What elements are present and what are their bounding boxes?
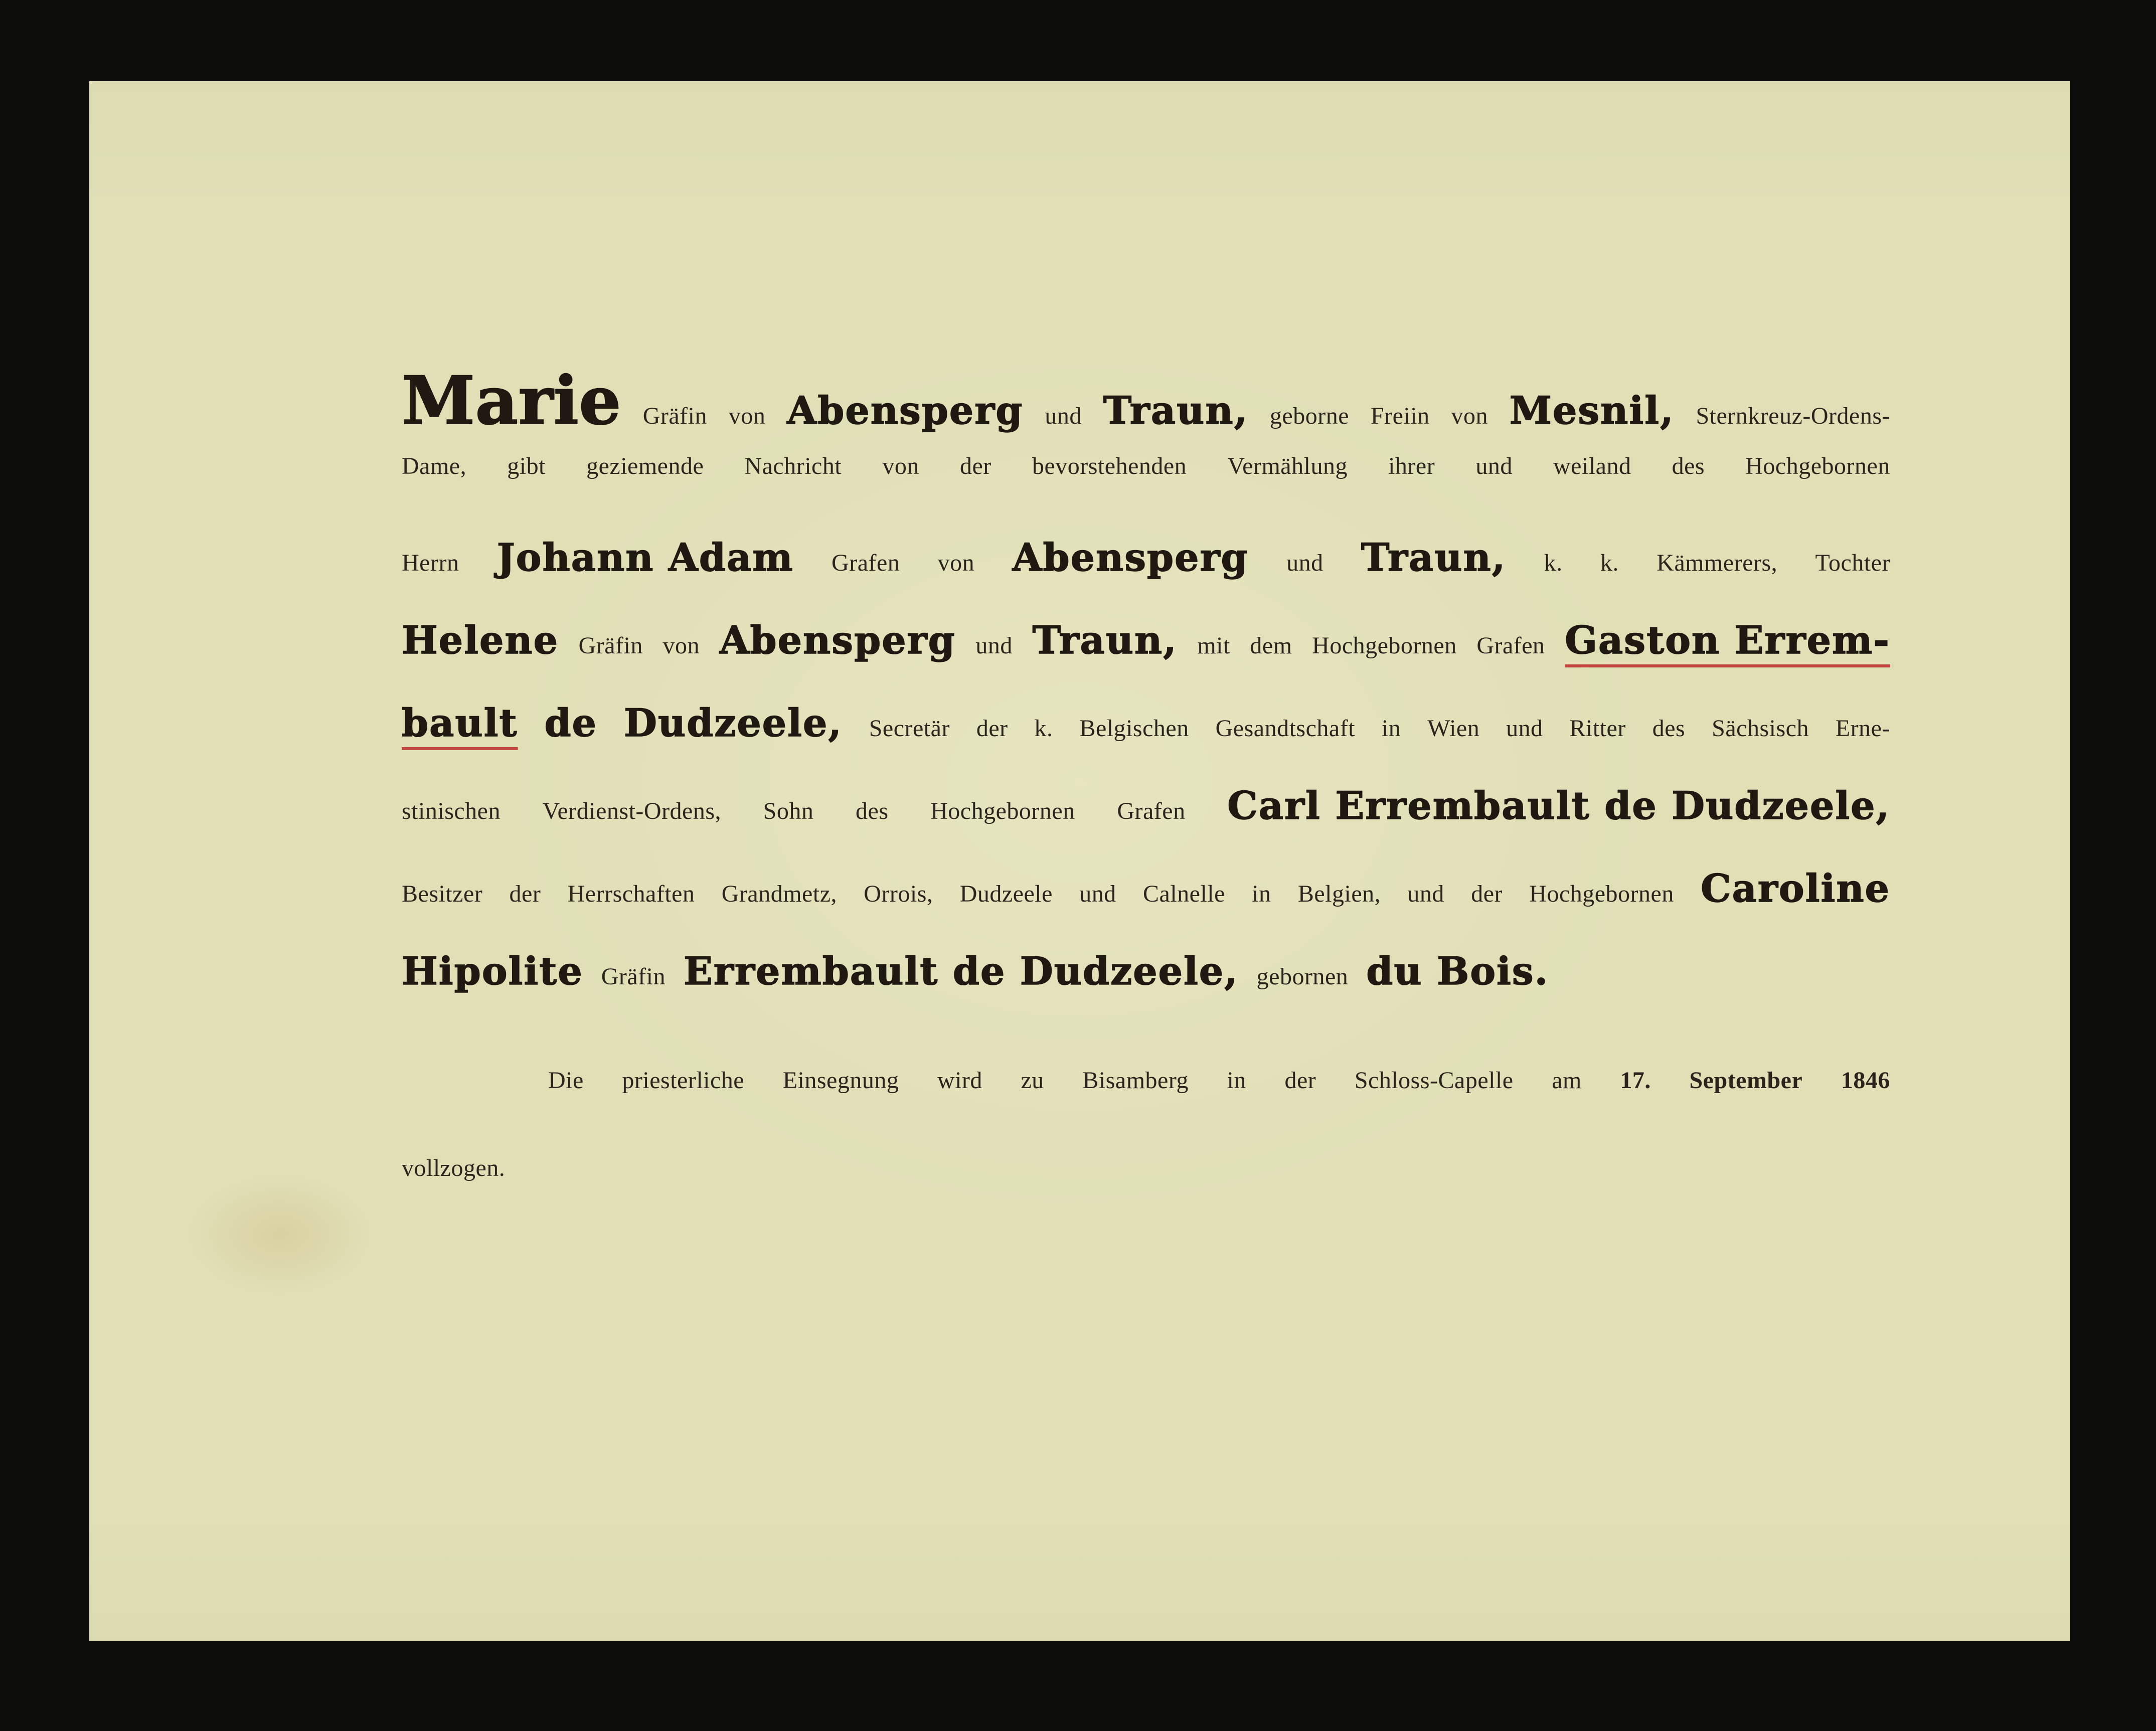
word: des bbox=[1672, 453, 1705, 479]
word: und bbox=[1475, 453, 1513, 479]
word: wird bbox=[937, 1067, 982, 1094]
word: Grandmetz, bbox=[721, 881, 837, 907]
word: k. bbox=[1034, 715, 1053, 742]
name-johann-adam: Johann Adam bbox=[496, 535, 794, 580]
word: 17. bbox=[1620, 1067, 1651, 1094]
word: bevorstehenden bbox=[1032, 453, 1187, 479]
word: Herrschaften bbox=[567, 881, 695, 907]
word: Grafen bbox=[832, 550, 900, 576]
word: Dame, bbox=[402, 453, 467, 479]
word-marie: Marie bbox=[402, 362, 621, 440]
name-dudzeele: Dudzeele, bbox=[623, 701, 843, 745]
word: gebornen bbox=[1256, 963, 1349, 990]
word: Wien bbox=[1427, 715, 1480, 742]
word: Einsegnung bbox=[782, 1067, 899, 1094]
word: in bbox=[1252, 881, 1271, 907]
word: Verdienst-Ordens, bbox=[542, 798, 722, 824]
word: geborne bbox=[1269, 403, 1350, 429]
word: dem bbox=[1250, 632, 1292, 659]
word: Bisamberg bbox=[1082, 1067, 1189, 1094]
word: der bbox=[960, 453, 991, 479]
word: von bbox=[1451, 403, 1488, 429]
word: in bbox=[1381, 715, 1401, 742]
word: Erne- bbox=[1835, 715, 1890, 742]
word: von bbox=[937, 550, 975, 576]
word: von bbox=[662, 632, 700, 659]
word: zu bbox=[1021, 1067, 1044, 1094]
word: geziemende bbox=[586, 453, 704, 479]
word: Sächsisch bbox=[1712, 715, 1809, 742]
word: Hochgebornen bbox=[1529, 881, 1674, 907]
word: in bbox=[1227, 1067, 1246, 1094]
name-traun: Traun, bbox=[1361, 535, 1507, 580]
word: Gräfin bbox=[642, 403, 707, 429]
name-bault: bault bbox=[402, 701, 518, 745]
word: und bbox=[975, 632, 1013, 659]
word: stinischen bbox=[402, 798, 501, 824]
word: von bbox=[882, 453, 919, 479]
text-line-3 bbox=[402, 535, 1890, 595]
word: und bbox=[1506, 715, 1543, 742]
word: Grafen bbox=[1117, 798, 1186, 824]
word: Ritter bbox=[1569, 715, 1626, 742]
text-line-9 bbox=[402, 1067, 1890, 1127]
word: Schloss-Capelle bbox=[1354, 1067, 1514, 1094]
name-mesnil: Mesnil, bbox=[1509, 388, 1675, 433]
word: und bbox=[1045, 403, 1082, 429]
name-caroline: Caroline bbox=[1701, 866, 1890, 911]
text-line-6 bbox=[402, 783, 1890, 843]
name-traun: Traun, bbox=[1103, 388, 1249, 433]
word: Dudzeele bbox=[959, 881, 1053, 907]
word: Secretär bbox=[869, 715, 950, 742]
text-line-2 bbox=[402, 452, 1890, 512]
word: Gräfin bbox=[578, 632, 643, 659]
word: k. bbox=[1600, 550, 1619, 576]
text-line-7 bbox=[402, 866, 1890, 926]
word: der bbox=[976, 715, 1008, 742]
word: 1846 bbox=[1841, 1067, 1890, 1094]
word: Sohn bbox=[763, 798, 814, 824]
word: der bbox=[1284, 1067, 1316, 1094]
name-hipolite: Hipolite bbox=[402, 949, 583, 993]
name-abensperg: Abensperg bbox=[787, 388, 1024, 433]
word: der bbox=[1471, 881, 1503, 907]
word: k. bbox=[1544, 550, 1563, 576]
word: des bbox=[856, 798, 889, 824]
name-abensperg: Abensperg bbox=[719, 618, 956, 662]
word: Herrn bbox=[402, 550, 459, 576]
word: und bbox=[1407, 881, 1444, 907]
word: weiland bbox=[1553, 453, 1631, 479]
word: Tochter bbox=[1815, 550, 1890, 576]
word: Hochgebornen bbox=[1312, 632, 1457, 659]
word: Kämmerers, bbox=[1656, 550, 1778, 576]
text-line-10 bbox=[402, 1154, 1890, 1215]
word: und bbox=[1079, 881, 1116, 907]
word: und bbox=[1286, 550, 1323, 576]
name-du-bois: du Bois. bbox=[1366, 949, 1549, 993]
name-errembault-de-dudzeele: Errembault de Dudzeele, bbox=[684, 949, 1239, 993]
word: Besitzer bbox=[402, 881, 483, 907]
word: Orrois, bbox=[864, 881, 933, 907]
name-traun: Traun, bbox=[1032, 618, 1178, 662]
name-helene: Helene bbox=[402, 618, 559, 662]
word: am bbox=[1552, 1067, 1582, 1094]
word: vollzogen. bbox=[402, 1155, 506, 1181]
word: September bbox=[1689, 1067, 1803, 1094]
word: Grafen bbox=[1476, 632, 1545, 659]
word: Hochgebornen bbox=[930, 798, 1075, 824]
word: Die bbox=[548, 1067, 584, 1094]
word: Calnelle bbox=[1143, 881, 1225, 907]
word: Gräfin bbox=[601, 963, 666, 990]
word: des bbox=[1652, 715, 1686, 742]
word: Gesandtschaft bbox=[1215, 715, 1356, 742]
word: gibt bbox=[507, 453, 546, 479]
text-line-8 bbox=[402, 949, 1890, 1009]
word: der bbox=[509, 881, 541, 907]
text-line-4 bbox=[402, 618, 1890, 678]
name-abensperg: Abensperg bbox=[1012, 535, 1249, 580]
name-carl-errembault: Carl Errembault de Dudzeele, bbox=[1227, 783, 1890, 828]
word: Freiin bbox=[1370, 403, 1430, 429]
name-gaston-errem: Gaston Errem- bbox=[1565, 618, 1890, 662]
word: Belgien, bbox=[1297, 881, 1381, 907]
word: mit bbox=[1197, 632, 1230, 659]
paper-sheet bbox=[89, 81, 2070, 1641]
text-line-5 bbox=[402, 701, 1890, 761]
text-line-1 bbox=[402, 362, 1890, 440]
word: priesterliche bbox=[622, 1067, 745, 1094]
word: Vermählung bbox=[1227, 453, 1348, 479]
word: Hochgebornen bbox=[1745, 453, 1890, 479]
word: von bbox=[728, 403, 766, 429]
word: Sternkreuz-Ordens- bbox=[1696, 403, 1890, 429]
word: Nachricht bbox=[744, 453, 842, 479]
word: Belgischen bbox=[1079, 715, 1189, 742]
name-de: de bbox=[544, 701, 598, 745]
word: ihrer bbox=[1388, 453, 1435, 479]
